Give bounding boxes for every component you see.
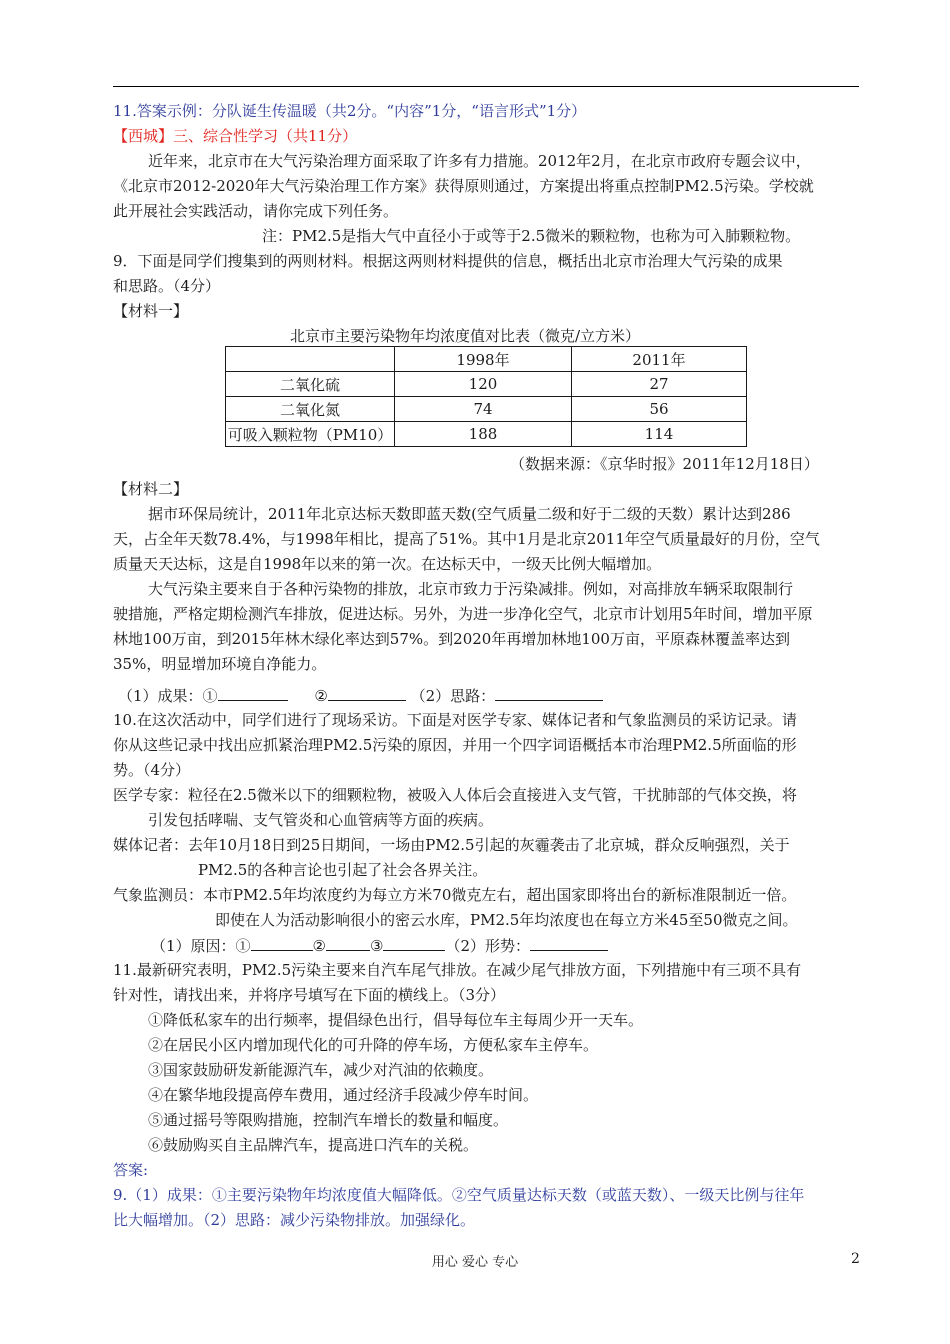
option-item: ②在居民小区内增加现代化的可升降的停车场，方便私家车主停车。 <box>148 1036 599 1054</box>
answer-label: 答案: <box>113 1161 149 1179</box>
material-1-label: 【材料一】 <box>113 302 189 320</box>
question-11-line: 11.最新研究表明，PM2.5污染主要来自汽车尾气排放。在减少尾气排放方面，下列措施中有三项不具有 <box>113 961 802 979</box>
table-cell: 114 <box>572 422 747 447</box>
answer-9-line: 比大幅增加。（2）思路：减少污染物排放。加强绿化。 <box>113 1211 476 1229</box>
question-11-line: 针对性，请找出来，并将序号填写在下面的横线上。（3分） <box>113 986 506 1004</box>
table-header-cell: 2011年 <box>572 347 747 372</box>
table-cell: 二氧化氮 <box>226 397 395 422</box>
blank-prompt: （2）形势： <box>445 937 530 955</box>
interview-doctor: 引发包括哮喘、支气管炎和心血管病等方面的疾病。 <box>148 811 494 829</box>
previous-answer: 11.答案示例：分队诞生传温暖（共2分。“内容”1分，“语言形式”1分） <box>113 102 587 120</box>
question-9-line: 和思路。（4分） <box>113 277 221 295</box>
material-2-line: 据市环保局统计，2011年北京达标天数即蓝天数(空气质量二级和好于二级的天数）累计达到286 <box>148 505 791 523</box>
material-2-line: 大气污染主要来自于各种污染物的排放，北京市致力于污染减排。例如，对高排放车辆采取限制行 <box>148 580 794 598</box>
table-row <box>226 372 747 397</box>
table-cell: 二氧化硫 <box>226 372 395 397</box>
material-2-line: 天，占全年天数78.4%，与1998年相比，提高了51%。其中1月是北京2011年空气质量最好的月份，空气 <box>113 530 820 548</box>
interview-meteorologist: 即使在人为活动影响很小的密云水库，PM2.5年均浓度也在每立方米45至50微克之间。 <box>215 911 798 929</box>
material-2-line: 驶措施，严格定期检测汽车排放，促进达标。另外，为进一步净化空气，北京市计划用5年时间，增加平原 <box>113 605 813 623</box>
option-item: ④在繁华地段提高停车费用，通过经济手段减少停车时间。 <box>148 1086 539 1104</box>
answer-blank[interactable] <box>218 685 288 701</box>
answer-blank[interactable] <box>328 685 406 701</box>
blank-prompt: ② <box>312 937 326 955</box>
table-cell: 74 <box>395 397 572 422</box>
page-footer: 用心 爱心 专心 <box>431 1255 519 1270</box>
section-heading <box>113 126 357 146</box>
option-item: ⑥鼓励购买自主品牌汽车，提高进口汽车的关税。 <box>148 1136 479 1154</box>
table-cell: 可吸入颗粒物（PM10） <box>226 422 395 447</box>
question-10-line: 势。（4分） <box>113 761 191 779</box>
answer-blank[interactable] <box>383 935 445 951</box>
answer-blank[interactable] <box>495 685 603 701</box>
answer-blank[interactable] <box>530 935 608 951</box>
pm25-note: 注：PM2.5是指大气中直径小于或等于2.5微米的颗粒物，也称为可入肺颗粒物。 <box>262 227 801 245</box>
answer-blank[interactable] <box>251 935 313 951</box>
material-2-line: 林地100万亩，到2015年林木绿化率达到57%。到2020年再增加林地100万亩，平原森林覆盖率达到 <box>113 630 790 648</box>
pollutant-table <box>225 346 747 447</box>
table-row <box>226 422 747 447</box>
interview-reporter: PM2.5的各种言论也引起了社会各界关注。 <box>198 861 488 879</box>
blank-prompt: （1）原因：① <box>151 937 251 955</box>
option-item: ⑤通过摇号等限购措施，控制汽车增长的数量和幅度。 <box>148 1111 509 1129</box>
intro-line: 近年来，北京市在大气污染治理方面采取了许多有力措施。2012年2月，在北京市政府专题会议中， <box>148 152 811 170</box>
table-header-cell <box>226 347 395 372</box>
option-item: ①降低私家车的出行频率，提倡绿色出行，倡导每位车主每周少开一天车。 <box>148 1011 644 1029</box>
blank-prompt: ② <box>314 687 328 705</box>
question-10-line: 你从这些记录中找出应抓紧治理PM2.5污染的原因，并用一个四字词语概括本市治理PM2.5所面临的形 <box>113 736 797 754</box>
section-tag: 【西城】 <box>113 127 174 145</box>
table-header-row <box>226 347 747 372</box>
question-9-line: 9．下面是同学们搜集到的两则材料。根据这两则材料提供的信息，概括出北京市治理大气污染的成果 <box>113 252 783 270</box>
table-caption: 北京市主要污染物年均浓度值对比表（微克/立方米） <box>290 327 641 345</box>
blank-prompt: （2）思路： <box>410 687 496 705</box>
question-10-answer-blanks <box>151 935 608 956</box>
interview-reporter: 媒体记者：去年10月18日到25日期间，一场由PM2.5引起的灰霾袭击了北京城，群众反响强烈，关于 <box>113 836 790 854</box>
answer-blank[interactable] <box>326 935 370 951</box>
table-cell: 188 <box>395 422 572 447</box>
material-2-line: 35%，明显增加环境自净能力。 <box>113 655 327 673</box>
option-item: ③国家鼓励研发新能源汽车，减少对汽油的依赖度。 <box>148 1061 494 1079</box>
interview-doctor: 医学专家：粒径在2.5微米以下的细颗粒物，被吸入人体后会直接进入支气管，干扰肺部的气体交换，将 <box>113 786 797 804</box>
answer-9-line: 9.（1）成果：①主要污染物年均浓度值大幅降低。②空气质量达标天数（或蓝天数）、一级天比例与往年 <box>113 1186 805 1204</box>
blank-prompt: ③ <box>370 937 384 955</box>
page-number: 2 <box>851 1251 860 1267</box>
header-rule <box>113 86 859 87</box>
table-row <box>226 397 747 422</box>
section-title: 三、综合性学习（共11分） <box>173 127 358 145</box>
table-header-cell: 1998年 <box>395 347 572 372</box>
blank-prompt: （1）成果：① <box>118 687 218 705</box>
intro-line: 此开展社会实践活动，请你完成下列任务。 <box>113 202 399 220</box>
question-9-answer-blanks <box>118 685 603 706</box>
interview-meteorologist: 气象监测员：本市PM2.5年均浓度约为每立方米70微克左右，超出国家即将出台的新标准限制近一倍。 <box>113 886 797 904</box>
table-cell: 27 <box>572 372 747 397</box>
table-source: （数据来源：《京华时报》2011年12月18日） <box>510 455 819 473</box>
table-cell: 56 <box>572 397 747 422</box>
intro-line: 《北京市2012-2020年大气污染治理工作方案》获得原则通过，方案提出将重点控制PM2.5污染。学校就 <box>113 177 814 195</box>
table-cell: 120 <box>395 372 572 397</box>
material-2-line: 质量天天达标，这是自1998年以来的第一次。在达标天中，一级天比例大幅增加。 <box>113 555 662 573</box>
question-10-line: 10.在这次活动中，同学们进行了现场采访。下面是对医学专家、媒体记者和气象监测员的采访记录。请 <box>113 711 797 729</box>
material-2-label: 【材料二】 <box>113 480 189 498</box>
